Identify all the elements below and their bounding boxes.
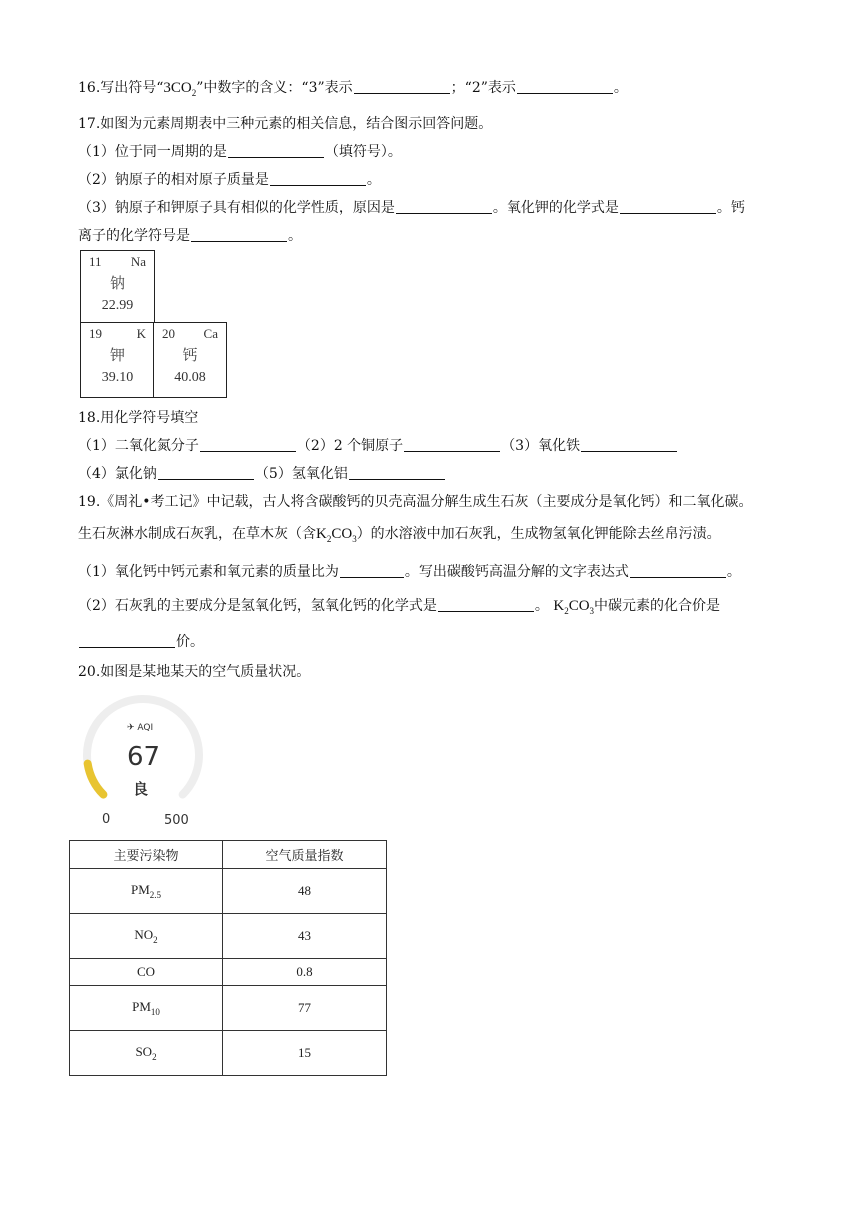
q17-p3b-tail: 。 (288, 228, 302, 244)
q18-row2 (78, 464, 446, 484)
element-symbol: K (136, 326, 146, 341)
wind-icon: ✈ (127, 723, 135, 733)
table-row (70, 1031, 387, 1076)
q19-p2b-tail: 价。 (176, 634, 204, 650)
element-mass: 40.08 (174, 370, 206, 385)
q19-blank-3[interactable] (438, 597, 534, 612)
aqi-level: 良 (133, 780, 149, 798)
q19-blank-2[interactable] (630, 563, 726, 578)
q16-formula-main: 3CO (163, 80, 192, 96)
q19-line1: 19.《周礼•考工记》中记载，古人将含碳酸钙的贝壳高温分解生成生石灰（主要成分是氧化钙）和二氧化碳。 (78, 494, 753, 510)
q19-p2-tail: 中碳元素的化合价是 (594, 598, 721, 614)
pollutant-value: 77 (223, 986, 387, 1031)
element-mass: 39.10 (101, 370, 134, 385)
q19-part2b (78, 632, 204, 652)
q18-blank-3[interactable] (581, 437, 677, 452)
element-symbol: Ca (203, 326, 218, 341)
q17-part1 (78, 142, 402, 162)
pollutant-name: $SO_2$ (70, 1031, 223, 1076)
q16-sep: ；“2”表示 (450, 80, 516, 96)
q17-blank-3[interactable] (396, 199, 492, 214)
q17-p3-tail: 。钙 (716, 200, 745, 216)
q19-line2-b: ）的水溶液中加石灰乳，生成物氢氧化钾能除去丝帛污渍。 (356, 526, 721, 542)
q19-p2-mid: 。 (534, 598, 549, 614)
q19-p1-tail: 。 (726, 564, 741, 580)
element-symbol: Na (130, 254, 146, 269)
table-row (70, 986, 387, 1031)
aqi-gauge (68, 690, 218, 830)
pollutant-value: 43 (223, 914, 387, 959)
element-cell-ca (153, 322, 227, 398)
q19-line2 (78, 524, 721, 549)
element-number: 19 (89, 326, 102, 341)
table-row (70, 959, 387, 986)
q20-title: 20.如图是某地某天的空气质量状况。 (78, 664, 311, 680)
q17-title: 17.如图为元素周期表中三种元素的相关信息，结合图示回答问题。 (78, 116, 493, 132)
table-header-row (70, 841, 387, 869)
pollutant-name: CO (70, 959, 223, 986)
q17-part2 (78, 170, 381, 190)
q16-blank-2[interactable] (517, 79, 613, 94)
element-number: 11 (89, 254, 102, 269)
q16-formula (163, 80, 196, 96)
q18-blank-2[interactable] (404, 437, 500, 452)
pollutant-name: $NO_2$ (70, 914, 223, 959)
element-name: 钾 (109, 346, 125, 364)
q18-item3: （3）氧化铁 (501, 438, 581, 454)
q19-p1-text: （1）氧化钙中钙元素和氧元素的质量比为 (78, 564, 339, 580)
k2co3-formula: $K_2CO_3$ (316, 526, 357, 544)
q18-item1: （1）二氧化氮分子 (78, 438, 199, 454)
pollutant-value: 15 (223, 1031, 387, 1076)
element-mass: 22.99 (101, 298, 134, 313)
element-cell-na (80, 250, 155, 324)
q17-p2-text: （2）钠原子的相对原子质量是 (78, 172, 269, 188)
q19-line2-a: 生石灰淋水制成石灰乳，在草木灰（含 (78, 526, 316, 542)
q17-p1-text: （1）位于同一周期的是 (78, 144, 227, 160)
q19-p1-mid: 。写出碳酸钙高温分解的文字表达式 (404, 564, 629, 580)
q17-blank-4[interactable] (620, 199, 716, 214)
q16-end: 。 (613, 80, 628, 96)
q16-prefix: 16.写出符号“ (78, 80, 164, 96)
q18-blank-4[interactable] (158, 465, 254, 480)
q17-p3b-text: 离子的化学符号是 (78, 228, 190, 244)
q18-item4: （4）氯化钠 (78, 466, 157, 482)
q17-p1-tail: （填符号）。 (324, 144, 402, 160)
aqi-label: ✈ AQI (127, 723, 154, 733)
q17-blank-1[interactable] (228, 143, 324, 158)
header-index: 空气质量指数 (223, 841, 387, 869)
q17-p3-text: （3）钠原子和钾原子具有相似的化学性质，原因是 (78, 200, 395, 216)
q18-blank-5[interactable] (349, 465, 445, 480)
element-name: 钠 (109, 274, 125, 292)
q19-blank-1[interactable] (340, 563, 404, 578)
element-number: 20 (162, 326, 175, 341)
pollutant-value: 48 (223, 869, 387, 914)
pollutant-value: 0.8 (223, 959, 387, 986)
pollutant-table (69, 840, 387, 1076)
table-row (70, 869, 387, 914)
element-cell-k (80, 322, 155, 398)
q16-formula-sub: 2 (191, 88, 197, 98)
aqi-max: 500 (164, 813, 189, 828)
q18-row1 (78, 436, 678, 456)
aqi-min: 0 (102, 812, 111, 827)
element-name: 钙 (182, 346, 198, 364)
pollutant-name: $PM_{2.5}$ (70, 869, 223, 914)
header-pollutant: 主要污染物 (70, 841, 223, 869)
q16-mid: ”中数字的含义：“3”表示 (196, 80, 353, 96)
q19-part2 (78, 596, 720, 621)
q19-blank-4[interactable] (79, 633, 175, 648)
q17-p2-tail: 。 (366, 172, 381, 188)
q18-item5: （5）氢氧化铝 (254, 466, 348, 482)
q18-title: 18.用化学符号填空 (78, 410, 199, 426)
gauge-fill (88, 764, 104, 795)
table-row (70, 914, 387, 959)
q18-item2: （2）2 个铜原子 (296, 438, 404, 454)
q17-p3-mid: 。氧化钾的化学式是 (492, 200, 619, 216)
k2co3-formula: $K_2CO_3$ (553, 598, 595, 616)
q19-p2-text: （2）石灰乳的主要成分是氢氧化钙，氢氧化钙的化学式是 (78, 598, 437, 614)
q16-line (78, 78, 628, 103)
q19-part1 (78, 562, 741, 582)
aqi-value: 67 (127, 742, 161, 772)
pollutant-name: $PM_{10}$ (70, 986, 223, 1031)
q17-part3b (78, 226, 302, 246)
q17-blank-2[interactable] (270, 171, 366, 186)
q18-blank-1[interactable] (200, 437, 296, 452)
q17-blank-5[interactable] (191, 227, 287, 242)
q16-blank-1[interactable] (354, 79, 450, 94)
q17-part3 (78, 198, 745, 218)
